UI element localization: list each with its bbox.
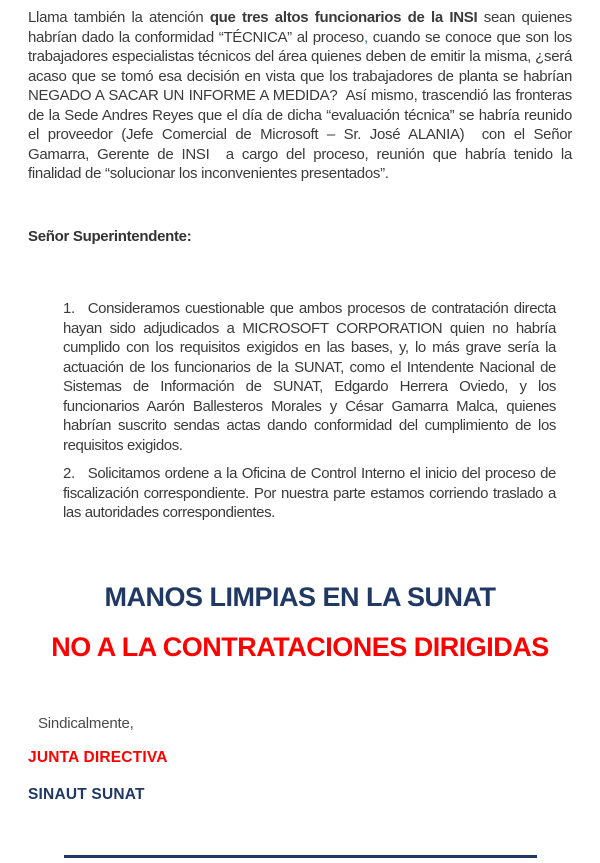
- item-2-number: 2.: [63, 465, 75, 482]
- salutation-heading: Señor Superintendente:: [28, 228, 192, 245]
- text-segment-normal: sean quienes habrían dado la conformidad “TÉCNICA” al proceso: [28, 9, 572, 46]
- text-segment-blue: ,: [363, 28, 368, 46]
- closing-sindicalmente: Sindicalmente,: [38, 715, 134, 732]
- numbered-item-2: [63, 464, 556, 523]
- intro-paragraph: [28, 8, 572, 184]
- headline-no-contrataciones: NO A LA CONTRATACIONES DIRIGIDAS: [51, 632, 549, 662]
- footer-rule: [64, 855, 537, 858]
- signature-junta-directiva: JUNTA DIRECTIVA: [28, 749, 168, 766]
- item-1-text: Consideramos cuestionable que ambos procesos de contratación directa hayan sido adjudicados a MICROSOFT CORPORATION quien no habría cumplido con los requisitos exigidos en las bases, y, lo más grave sería la actuación de los funcionarios de la SUNAT, como el Intendente Nacional de Sistemas de Información de SUNAT, Edgardo Herrera Oviedo, y los funcionarios Aarón Ballesteros Morales y César Gamarra Malca, quienes habrían suscrito sendas actas dando conformidad del cumplimiento de los requisitos exigidos.: [63, 300, 556, 454]
- text-segment-normal: cuando se conoce que son los trabajadores especialistas técnicos del área quienes deben de emitir la misma, ¿será acaso que se tomó esa decisión en vista que los trabajadores de planta se habrían NEGADO A SACAR UN INFORME A MEDIDA? Así mismo, trascendió las fronteras de la Sede Andres Reyes que el día de dicha “evaluación técnica” se habría reunido el proveedor (Jefe Comercial de Microsoft – Sr. José ALANIA) con el Señor Gamarra, Gerente de INSI a cargo del proceso, reunión que habría tenido la finalidad de “solucionar los inconvenientes presentados”.: [28, 28, 572, 182]
- numbered-item-1: [63, 299, 556, 455]
- item-2-text: Solicitamos ordene a la Oficina de Control Interno el inicio del proceso de fiscalización correspondiente. Por nuestra parte estamos corriendo traslado a las autoridades correspondientes.: [63, 465, 556, 521]
- text-segment-normal: Llama también la atención: [28, 9, 210, 26]
- signature-sinaut-sunat: SINAUT SUNAT: [28, 786, 145, 803]
- item-1-number: 1.: [63, 300, 75, 317]
- headline-manos-limpias: MANOS LIMPIAS EN LA SUNAT: [104, 582, 496, 612]
- text-segment-bold: que tres altos funcionarios de la INSI: [209, 9, 478, 26]
